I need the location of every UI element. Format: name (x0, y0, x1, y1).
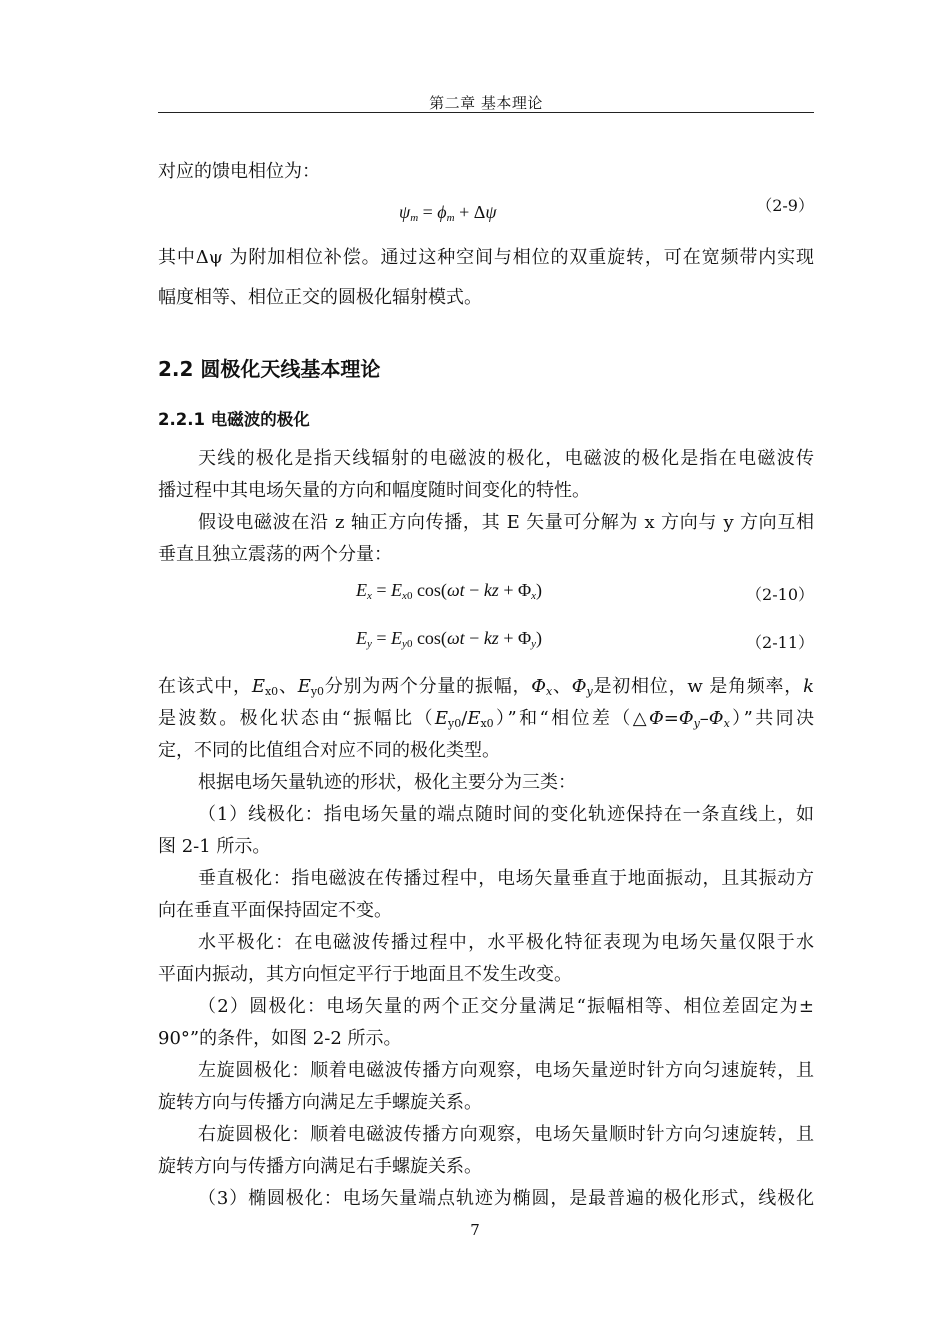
subsection-heading: 2.2.1 电磁波的极化 (158, 410, 310, 429)
section-heading: 2.2 圆极化天线基本理论 (158, 357, 381, 381)
text-line: （1）线极化：指电场矢量的端点随时间的变化轨迹保持在一条直线上，如 (198, 804, 814, 825)
equation-2-11: $E_y = E_{y0}$ cos(ωt − kz + $\Phi_y$) (356, 628, 543, 650)
text-line: 在该式中，$E_{x0}$、$E_{y0}$分别为两个分量的振幅，$\Phi_x$、$\Phi_y$是初相位，w 是角频率，k (158, 676, 814, 698)
text-line: 天线的极化是指天线辐射的电磁波的极化，电磁波的极化是指在电磁波传 (198, 448, 814, 469)
text-line: 假设电磁波在沿 z 轴正方向传播，其 E 矢量可分解为 x 方向与 y 方向互相 (198, 512, 814, 533)
page-number: 7 (470, 1221, 480, 1239)
text-line: 根据电场矢量轨迹的形状，极化主要分为三类： (198, 772, 576, 793)
header-rule (158, 112, 814, 113)
text-line: 旋转方向与传播方向满足右手螺旋关系。 (158, 1156, 482, 1177)
text-line: 播过程中其电场矢量的方向和幅度随时间变化的特性。 (158, 480, 590, 501)
text-line: 左旋圆极化：顺着电磁波传播方向观察，电场矢量逆时针方向匀速旋转，且 (198, 1060, 814, 1081)
text-line: 是波数。极化状态由“振幅比$(E_{y0}/E_{x0})$”和“相位差$(\triangle\Phi=\Phi_y-\Phi_x)$”共同决 (158, 708, 815, 730)
text-line: 垂直且独立震荡的两个分量： (158, 544, 392, 565)
equation-number-2-11: （2-11） (746, 633, 814, 652)
equation-2-9: $\psi_m = \phi_m + \Delta\psi$ (399, 202, 497, 224)
text-line: 向在垂直平面保持固定不变。 (158, 900, 392, 921)
text-line: 垂直极化：指电磁波在传播过程中，电场矢量垂直于地面振动，且其振动方 (198, 868, 814, 889)
equation-2-10: $E_x = E_{x0}$ cos(ωt − kz + $\Phi_x$) (356, 580, 543, 602)
text-line: 右旋圆极化：顺着电磁波传播方向观察，电场矢量顺时针方向匀速旋转，且 (198, 1124, 814, 1145)
equation-number-2-9: （2-9） (756, 196, 814, 215)
text-line: 图 2-1 所示。 (158, 836, 271, 857)
text-line: 水平极化：在电磁波传播过程中，水平极化特征表现为电场矢量仅限于水 (198, 932, 814, 953)
text-line: 对应的馈电相位为： (158, 161, 320, 182)
text-line: 平面内振动，其方向恒定平行于地面且不发生改变。 (158, 964, 572, 985)
text-line: 其中Δψ 为附加相位补偿。通过这种空间与相位的双重旋转，可在宽频带内实现 (158, 247, 814, 268)
text-line: （3）椭圆极化：电场矢量端点轨迹为椭圆，是最普遍的极化形式，线极化 (198, 1188, 814, 1209)
text-line: 幅度相等、相位正交的圆极化辐射模式。 (158, 287, 482, 308)
running-header: 第二章 基本理论 (429, 94, 543, 112)
text-line: 90°”的条件，如图 2-2 所示。 (158, 1028, 402, 1049)
text-line: 定，不同的比值组合对应不同的极化类型。 (158, 740, 500, 761)
text-line: 旋转方向与传播方向满足左手螺旋关系。 (158, 1092, 482, 1113)
equation-number-2-10: （2-10） (746, 585, 814, 604)
text-line: （2）圆极化：电场矢量的两个正交分量满足“振幅相等、相位差固定为± (198, 996, 814, 1017)
